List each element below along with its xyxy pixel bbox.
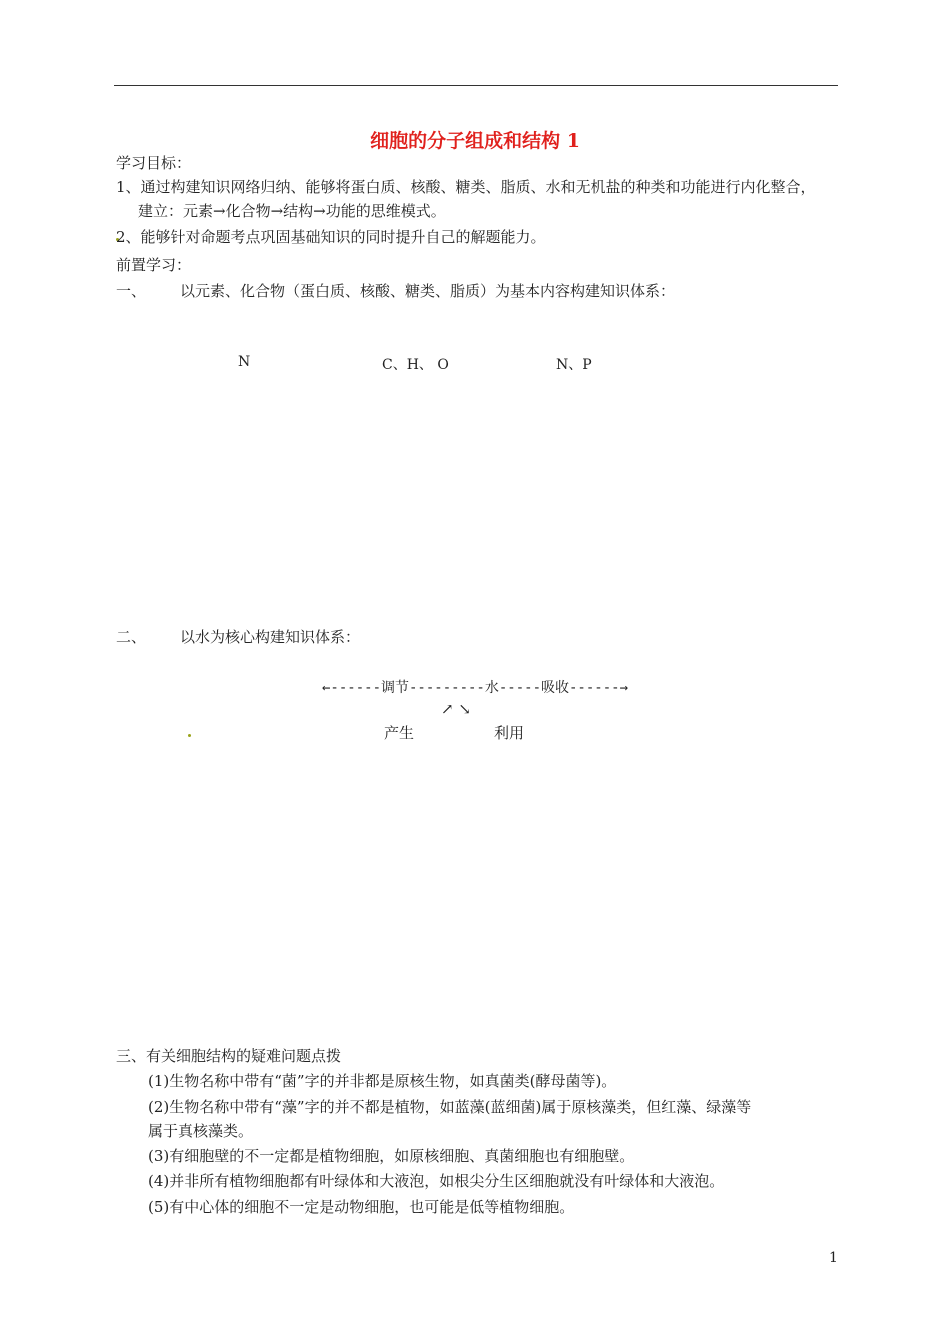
section-3-point-5: (5)有中心体的细胞不一定是动物细胞，也可能是低等植物细胞。: [148, 1198, 575, 1216]
water-produce-label: 产生: [384, 724, 415, 742]
section-3-point-4: (4)并非所有植物细胞都有叶绿体和大液泡，如根尖分生区细胞就没有叶绿体和大液泡。: [148, 1172, 725, 1190]
water-use-label: 利用: [494, 724, 525, 742]
objective-1-line-2: 建立：元素→化合物→结构→功能的思维模式。: [138, 202, 446, 220]
preview-heading: 前置学习：: [116, 256, 192, 274]
section-3-point-2-line-1: (2)生物名称中带有“藻”字的并不都是植物，如蓝藻(蓝细菌)属于原核藻类，但红藻、绿藻等: [148, 1098, 752, 1116]
section-2-text: 以水为核心构建知识体系：: [180, 628, 361, 646]
section-3-point-2-line-2: 属于真核藻类。: [148, 1122, 254, 1140]
section-3-point-1: (1)生物名称中带有“菌”字的并非都是原核生物，如真菌类(酵母菌等)。: [148, 1072, 617, 1090]
section-1-text: 以元素、化合物（蛋白质、核酸、糖类、脂质）为基本内容构建知识体系：: [180, 282, 676, 300]
water-diagram-line: ←------调节---------水-----吸收------→: [322, 680, 629, 696]
water-diagram-arrows: ↗ ↘: [441, 700, 471, 718]
section-3-point-3: (3)有细胞壁的不一定都是植物细胞，如原核细胞、真菌细胞也有细胞壁。: [148, 1147, 635, 1165]
objective-2: 2、能够针对命题考点巩固基础知识的同时提升自己的解题能力。: [116, 228, 546, 246]
section-3-heading: 三、有关细胞结构的疑难问题点拨: [116, 1047, 342, 1065]
header-rule: [114, 85, 838, 86]
objectives-heading: 学习目标：: [116, 154, 192, 172]
page-title: 细胞的分子组成和结构 1: [370, 130, 580, 152]
element-cho: C、H、 O: [382, 357, 449, 373]
objective-1-line-1: 1、通过构建知识网络归纳、能够将蛋白质、核酸、糖类、脂质、水和无机盐的种类和功能进行内化整合，: [116, 178, 816, 196]
element-n: N: [238, 354, 251, 370]
stray-dot: [188, 734, 191, 737]
section-2-number: 二、: [116, 628, 147, 646]
page-number: 1: [829, 1250, 838, 1266]
element-np: N、P: [556, 357, 592, 373]
section-1-number: 一、: [116, 282, 147, 300]
